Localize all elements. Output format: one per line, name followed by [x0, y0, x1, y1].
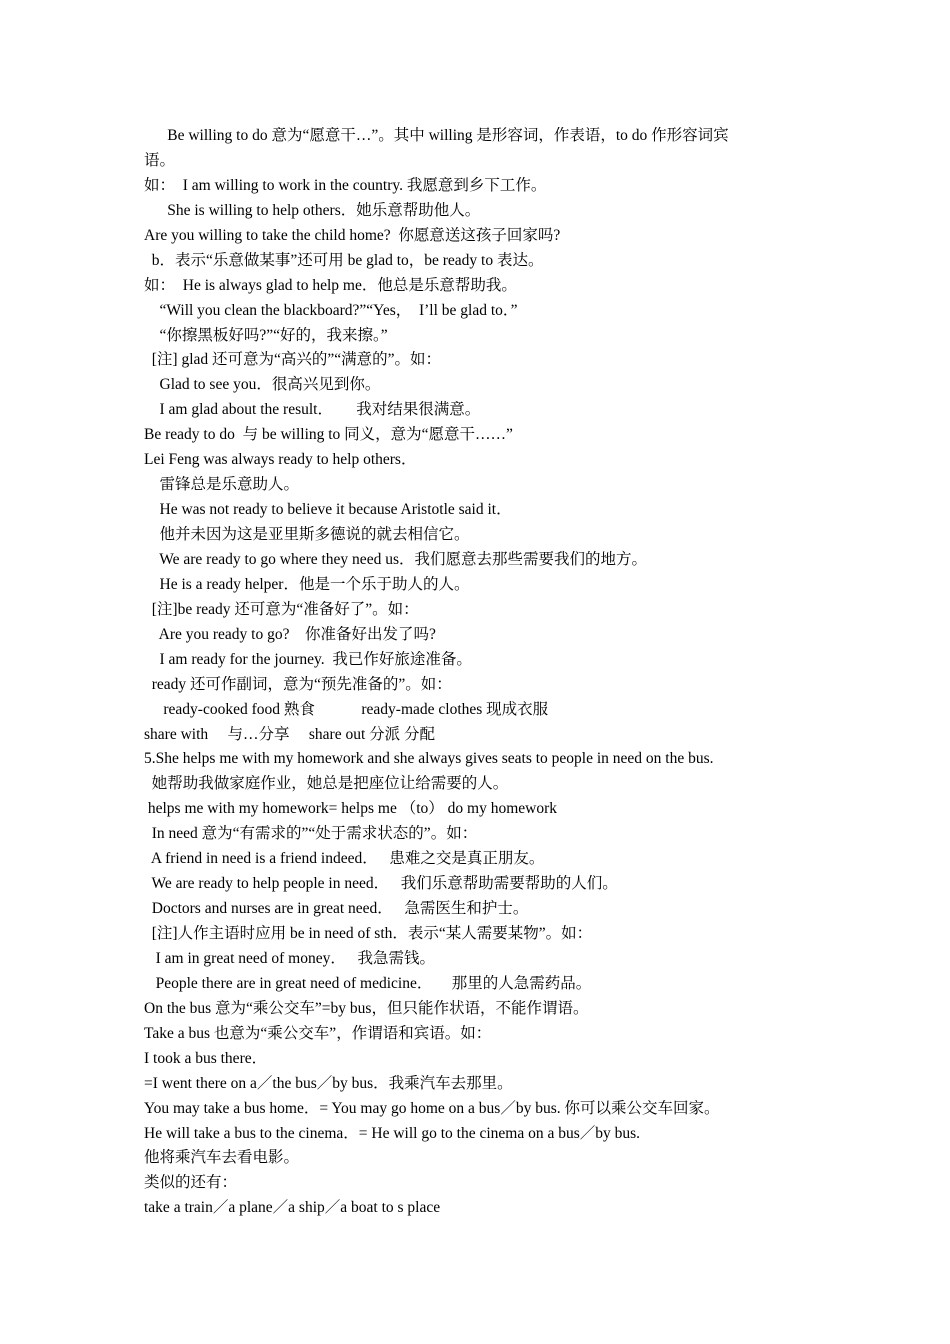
text-line: You may take a bus home．= You may go home on a bus／by bus. 你可以乘公交车回家。	[144, 1099, 720, 1117]
text-line: 如： I am willing to work in the country. 我愿意到乡下工作。	[144, 176, 547, 194]
text-line: I am in great need of money． 我急需钱。	[144, 949, 435, 967]
text-line: Glad to see you．很高兴见到你。	[144, 376, 381, 394]
text-line: I am ready for the journey. 我已作好旅途准备。	[144, 650, 472, 668]
text-line: I took a bus there．	[144, 1049, 268, 1067]
text-line: He is a ready helper．他是一个乐于助人的人。	[144, 575, 470, 593]
text-line: On the bus 意为“乘公交车”=by bus，但只能作状语，不能作谓语。	[144, 999, 589, 1017]
text-line: Take a bus 也意为“乘公交车”，作谓语和宾语。如：	[144, 1024, 492, 1042]
text-line: “你擦黑板好吗?”“好的，我来擦。”	[144, 326, 388, 344]
text-line: I am glad about the result． 我对结果很满意。	[144, 401, 481, 419]
text-line: 他并未因为这是亚里斯多德说的就去相信它。	[144, 526, 470, 543]
text-line: Are you willing to take the child home? 你愿意送这孩子回家吗?	[144, 226, 561, 244]
text-line: take a train／a plane／a ship／a boat to s place	[144, 1199, 441, 1217]
text-line: Are you ready to go? 你准备好出发了吗?	[144, 625, 436, 643]
text-line: In need 意为“有需求的”“处于需求状态的”。如：	[144, 825, 478, 843]
text-line: We are ready to go where they need us．我们愿意去那些需要我们的地方。	[144, 550, 647, 568]
text-line: 语。	[144, 151, 176, 169]
text-line: A friend in need is a friend indeed． 患难之交是真正朋友。	[144, 850, 545, 868]
text-line: 如： He is always glad to help me．他总是乐意帮助我。	[144, 276, 517, 294]
document-body	[144, 124, 814, 1221]
text-line: 她帮助我做家庭作业，她总是把座位让给需要的人。	[144, 775, 509, 793]
text-line: ready-cooked food 熟食 ready-made clothes 现成衣服	[144, 700, 549, 718]
text-line: People there are in great need of medicine． 那里的人急需药品。	[144, 974, 592, 992]
text-line: ready 还可作副词，意为“预先准备的”。如：	[144, 675, 452, 693]
text-line: He was not ready to believe it because Aristotle said it．	[144, 501, 512, 519]
text-line: [注]be ready 还可意为“准备好了”。如：	[144, 600, 419, 618]
text-line: 雷锋总是乐意助人。	[144, 476, 300, 494]
text-line: Lei Feng was always ready to help others．	[144, 451, 417, 469]
text-line: She is willing to help others．她乐意帮助他人。	[144, 201, 481, 219]
text-line: [注] glad 还可意为“高兴的”“满意的”。如：	[144, 351, 442, 369]
text-line: We are ready to help people in need． 我们乐意帮助需要帮助的人们。	[144, 875, 618, 893]
text-line: “Will you clean the blackboard?”“Yes， I’ll be glad to．”	[144, 301, 518, 319]
text-line: 他将乘汽车去看电影。	[144, 1149, 300, 1167]
text-line: share with 与…分享 share out 分派 分配	[144, 725, 436, 743]
text-line: Doctors and nurses are in great need． 急需医生和护士。	[144, 900, 529, 918]
text-line: 5.She helps me with my homework and she always gives seats to people in need on the bus.	[144, 750, 714, 768]
text-line: Be willing to do 意为“愿意干…”。其中 willing 是形容词，作表语，to do 作形容词宾	[144, 127, 729, 144]
text-line: Be ready to do 与 be willing to 同义，意为“愿意干……”	[144, 426, 513, 444]
text-line: helps me with my homework= helps me （to） do my homework	[144, 800, 557, 818]
text-line: [注]人作主语时应用 be in need of sth．表示“某人需要某物”。如：	[144, 925, 593, 942]
text-line: b．表示“乐意做某事”还可用 be glad to，be ready to 表达。	[144, 251, 544, 269]
text-line: =I went there on a／the bus／by bus．我乘汽车去那里。	[144, 1074, 513, 1092]
text-line: 类似的还有：	[144, 1174, 238, 1192]
text-line: He will take a bus to the cinema．= He will go to the cinema on a bus／by bus.	[144, 1124, 641, 1142]
